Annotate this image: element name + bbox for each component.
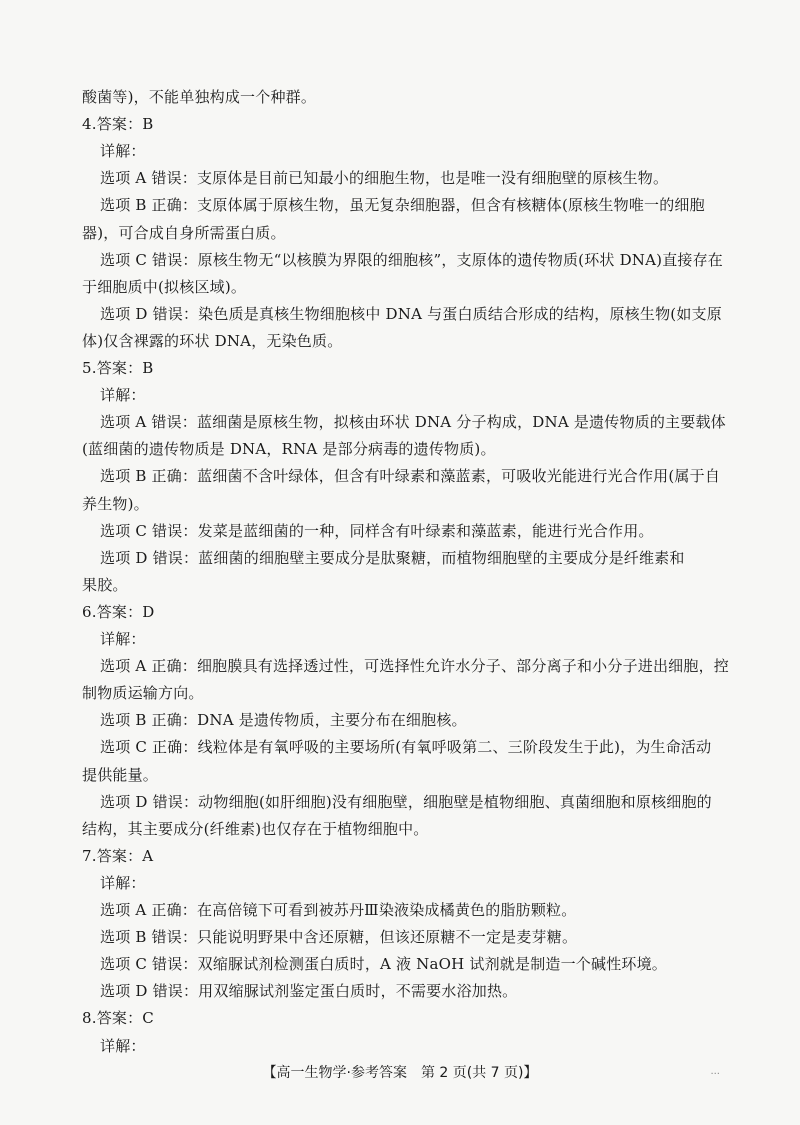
text-line: 5.答案：B (82, 359, 154, 377)
text-line: 选项 B 正确：DNA 是遗传物质，主要分布在细胞核。 (100, 711, 467, 730)
text-line: 养生物)。 (82, 494, 149, 513)
text-line: 详解： (100, 1036, 146, 1055)
text-line: 详解： (100, 386, 146, 405)
text-line: 选项 A 错误：蓝细菌是原核生物，拟核由环状 DNA 分子构成，DNA 是遗传物质的主要载体 (100, 413, 726, 432)
text-line: 体)仅含裸露的环状 DNA，无染色质。 (82, 331, 343, 350)
text-line: 于细胞质中(拟核区域)。 (82, 277, 247, 296)
page-footer: 【高一生物学·参考答案 第 2 页(共 7 页)】 (262, 1065, 538, 1081)
text-line: 制物质运输方向。 (82, 684, 204, 703)
text-line: 选项 C 错误：双缩脲试剂检测蛋白质时，A 液 NaOH 试剂就是制造一个碱性环境。 (100, 955, 667, 974)
text-line: 7.答案：A (82, 846, 154, 865)
text-line: 选项 C 错误：原核生物无“以核膜为界限的细胞核”，支原体的遗传物质(环状 DNA)直接存在 (100, 250, 724, 269)
text-line: 选项 B 错误：只能说明野果中含还原糖，但该还原糖不一定是麦芽糖。 (100, 928, 578, 947)
text-line: 选项 D 错误：蓝细菌的细胞壁主要成分是肽聚糖，而植物细胞壁的主要成分是纤维素和 (100, 548, 685, 567)
text-line: (蓝细菌的遗传物质是 DNA，RNA 是部分病毒的遗传物质)。 (82, 440, 496, 459)
text-line: 选项 D 错误：用双缩脲试剂鉴定蛋白质时，不需要水浴加热。 (100, 982, 518, 1001)
text-line: 详解： (100, 630, 146, 648)
text-line: 详解： (100, 142, 146, 161)
text-line: 选项 B 正确：蓝细菌不含叶绿体，但含有叶绿素和藻蓝素，可吸收光能进行光合作用(属于自 (100, 467, 721, 486)
text-line: 选项 C 正确：线粒体是有氧呼吸的主要场所(有氧呼吸第二、三阶段发生于此)，为生命活动 (100, 738, 712, 757)
text-line: 选项 A 错误：支原体是目前已知最小的细胞生物，也是唯一没有细胞壁的原核生物。 (100, 169, 669, 188)
text-line: 选项 C 错误：发菜是蓝细菌的一种，同样含有叶绿素和藻蓝素，能进行光合作用。 (100, 521, 654, 540)
text-line: 酸菌等)，不能单独构成一个种群。 (82, 88, 317, 106)
text-line: 选项 D 错误：动物细胞(如肝细胞)没有细胞壁，细胞壁是植物细胞、真菌细胞和原核细胞的 (100, 792, 712, 811)
text-line: 选项 B 正确：支原体属于原核生物，虽无复杂细胞器，但含有核糖体(原核生物唯一的细胞 (100, 196, 705, 215)
text-line: 4.答案：B (82, 115, 154, 134)
text-line: 详解： (100, 873, 146, 892)
text-line: 8.答案：C (82, 1009, 154, 1028)
text-line: 提供能量。 (82, 765, 159, 784)
text-line: 选项 A 正确：在高倍镜下可看到被苏丹Ⅲ染液染成橘黄色的脂肪颗粒。 (100, 901, 577, 919)
text-line: 选项 D 错误：染色质是真核生物细胞核中 DNA 与蛋白质结合形成的结构，原核生物(如支原 (100, 304, 722, 323)
text-line: 6.答案：D (82, 602, 155, 621)
text-line: 器)，可合成自身所需蛋白质。 (82, 223, 286, 242)
text-line: 果胶。 (82, 575, 128, 594)
text-line: 结构，其主要成分(纤维素)也仅存在于植物细胞中。 (82, 819, 429, 838)
corner-mark: ... (710, 1066, 720, 1077)
text-line: 选项 A 正确：细胞膜具有选择透过性，可选择性允许水分子、部分离子和小分子进出细胞，控 (100, 657, 729, 676)
